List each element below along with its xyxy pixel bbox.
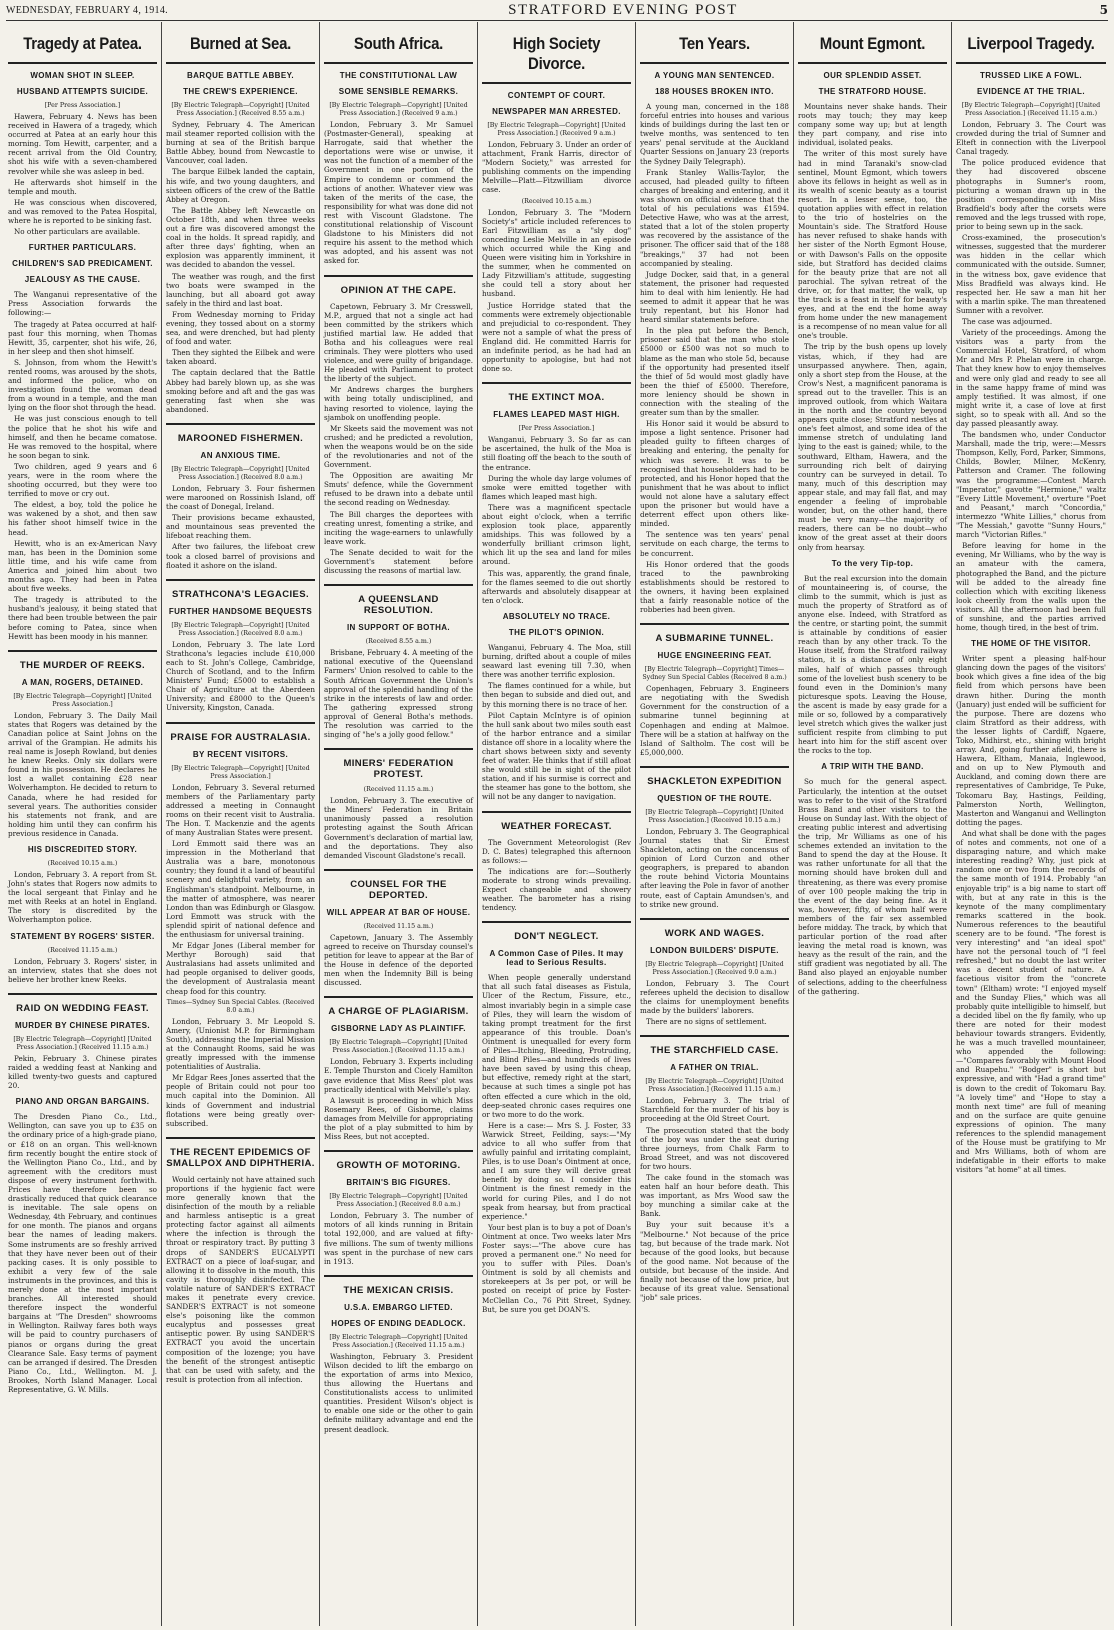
article-subheading: BARQUE BATTLE ABBEY.: [186, 71, 295, 80]
article-headline: A SUBMARINE TUNNEL.: [640, 623, 789, 644]
article-subheading: TRUSSED LIKE A FOWL.: [979, 71, 1083, 80]
article-paragraph: During the whole day large volumes of smoke were emitted together with flames which leaped mast high.: [482, 473, 631, 501]
heading-rule: [8, 62, 157, 64]
article-subheading: THE CREW'S EXPERIENCE.: [183, 87, 298, 96]
article-subheading: A TRIP WITH THE BAND.: [821, 762, 924, 772]
dateline-credit: [By Electric Telegraph—Copyright] Times—Sydney Sun Special Cables (Received 8 a.m.): [642, 666, 787, 682]
article-paragraph: London, February 3. The Daily Mail states that Rogers was detained by the Canadian police at Saint Johns on the arrival of the Grampian. He admits his real name is Joseph Rowland, but denies he knew Reeks. Only six dollars were found in his possession. He declares he lost a wallet containing £28 near Wolverhampton. He decided to return to Canada, where he had resided for several years. The authorities consider his statements not frank, and are holding him until they can confirm his previous residence in Canada.: [8, 710, 157, 838]
article-subheading: BRITAIN'S BIG FIGURES.: [346, 1178, 451, 1188]
article-paragraph: London, February 3. The executive of the Miners' Federation in Britain unanimously passed a resolution protesting against the South African Government's declaration of martial law, and the deportations. They also demanded Viscount Gladstone's recall.: [324, 796, 473, 860]
article-subheading: EVIDENCE AT THE TRIAL.: [977, 87, 1085, 96]
article-paragraph: London, February 3. The Geographical Journal states that Sir Ernest Shackleton, acting on the concensus of opinion of Lord Curzon and other geographers, is prepared to abandon the route behind Victoria Mountains after leaving the Pole in favor of another route, east of Captain Amundsen's, and to strike new ground.: [640, 826, 789, 909]
column-4: [478, 22, 636, 1626]
article-paragraph: Would certainly not have attained such proportions if the hygienic fact were more generally known that the disinfection of the mouth by a reliable and harmless antiseptic is a great protecting factor against all ailments where the infection is through the throat or respiratory tract. By putting 3 drops of SANDER'S EUCALYPTI EXTRACT on a piece of loaf-sugar, and allowing it to dissolve in the mouth, this cavity is thoroughly disinfected. The volatile nature of SANDER'S EXTRACT makes it penetrate every crevice. SANDER'S EXTRACT is not someone else's poisoning like the common eucalyptus and possesses great antiseptic power. By using SANDER'S EXTRACT you avoid the uncertain composition of the lozenge; you have the benefit of the strongest antiseptic that can be used with safety, and the result is protection from all infection.: [166, 1174, 315, 1384]
article-paragraph: A young man, concerned in the 188 forceful entries into houses and various kinds of buildings during the last ten or twelve months, was sentenced to ten years' penal servitude at the Auckland Quarter Sessions on January 23 (reports the Sydney Daily Telegraph).: [640, 102, 789, 166]
column-heading: Burned at Sea.: [189, 34, 292, 53]
article-headline: COUNSEL FOR THE DEPORTED.: [324, 869, 473, 901]
article-subheading: 188 HOUSES BROKEN INTO.: [655, 87, 774, 96]
article-subheading: A FATHER ON TRIAL.: [670, 1063, 759, 1073]
article-subheading: FLAMES LEAPED MAST HIGH.: [493, 410, 620, 420]
article-paragraph: London, February 3. The Court referees upheld the decision to disallow the claims for unemployment benefits made by the builders' laborers.: [640, 978, 789, 1016]
article-paragraph: The tragedy at Patea occurred at half-past four this morning, when Thomas Hewitt, 35, carpenter, shot his wife, 26, in her sleep and then shot himself.: [8, 319, 157, 356]
article-paragraph: There are no signs of settlement.: [646, 1017, 767, 1027]
article-paragraph: So much for the general aspect. Particularly, the intention at the outset was to refer to the visit of the Stratford Brass Band and other visitors to the House on Sunday last. With the object of creating public interest and advertising the trip, Mr Williams as one of his schemes extended an invitation to the Band to spend the day at the House. It was rather unfortunate for all that the morning should have broken dull and threatening, as there was every promise of over 100 people making the trip in the event of the day being fine. As it was, however, fifty, of whom half were members of the fair sex assembled before midday. The track, by which that particular portion of the road after leaving the metal road is known, was heavy as the result of the rain, and the stiff gradient was negotiated by all. The Band also played an enjoyable number of selections, adding to the cheerfulness of the gathering.: [798, 777, 947, 996]
article-subheading: A YOUNG MAN SENTENCED.: [654, 71, 775, 80]
dateline-credit: [By Electric Telegraph—Copyright] [United Press Association.] (Received 8.0 a.m.): [171, 621, 310, 637]
heading-rule: [166, 62, 315, 64]
column-articles: [324, 71, 473, 1434]
article-paragraph: The Dresden Piano Co., Ltd., Wellington, can save you up to £35 on the ordinary price of a high-grade piano, or £18 on an organ. This well-known firm recently bought the entire stock of the Wellington Piano Co., Ltd., and by agreement with the creditors must dispose of every instrument forthwith. Prices have therefore been so drastically reduced that quick clearance is inevitable. The sale opens on Wednesday, 4th February, and continues for one month. The pianos and organs bear the names of leading makers. Some instruments are so freshly arrived that they have never been out of their packing cases. It is only possible to exhibit a very few of the sale instruments in the provinces, and this is merely done at the most important branches. All interested should therefore inspect the wonderful bargains at "The Dresden" showrooms in Wellington. Railway fares both ways will be paid to country purchasers of pianos or organs during the great Clearance Sale. Easy terms of payment can be arranged if desired. The Dresden Piano Co., Ltd., Wellington. M. J. Brookes, North Island Manager. Local Representative, G. W. Mills.: [8, 1112, 157, 1395]
article-paragraph: The Battle Abbey left Newcastle on October 18th, and when three weeks out a fire was discovered amongst the coal in the holds. It spread rapidly, and after three days' fighting, when an explosion was apparently imminent, it was decided to abandon the vessel.: [166, 205, 315, 270]
column-5: [636, 22, 794, 1626]
article-paragraph: The writer of this most surely have had in mind Taranaki's snow-clad sentinel, Mount Egmont, which towers above its fellows in height as well as in its wealth of scenic beauty as a tourist resort. In a lesser sense, too, the quotation applies with effect in relation to the trio of hostelries on the Mountain's side. The Stratford House has never refused to shake hands with her sister of the North Egmont House, or with Dawson's Falls on the opposite side, but Stratford has decided claims for the beauty prize that are not all parochial. The sylvan retreat of the drive, or, for that matter, the walk, up the track is a feast in itself for beauty's eyes, and at the end the home away from home under the new management is a recompense of no mean value for all one's trouble.: [798, 149, 947, 341]
dateline-credit: [By Electric Telegraph—Copyright] [United Press Association.] (Received 8.0 a.m.): [171, 465, 310, 481]
article-paragraph: London, February 3. Four fishermen were marooned on Rossinish Island, off the coast of Donegal, Ireland.: [166, 483, 315, 512]
article-subheading: FURTHER HANDSOME BEQUESTS: [168, 606, 313, 616]
article-headline: A QUEENSLAND RESOLUTION.: [324, 584, 473, 616]
column-heading: Tragedy at Patea.: [23, 34, 142, 53]
article-paragraph: Capetown, January 3. The Assembly agreed to receive on Thursday counsel's petition for leave to appear at the Bar of the House in defence of the deported men when the Indemnity Bill is being discussed.: [324, 932, 473, 988]
article-paragraph: His Honor said it would be absurd to impose a light sentence. Prisoner had pleaded guilty to fifteen charges of breaking and entering, the penalty for which was severe. It was to be recognised that householders had to be protected, and his Honor hoped that the punishment that he was about to inflict would not alone have a salutary effect upon the prisoner but would have a deterrent effect upon others like-minded.: [640, 419, 789, 529]
article-paragraph: The flames continued for a while, but then began to subside and died out, and by this morning there is no trace of her.: [482, 681, 631, 709]
article-paragraph: The indications are for:—Southerly moderate to strong winds prevailing. Expect changeable and showery weather. The barometer has a rising tendency.: [482, 866, 631, 913]
article-paragraph: Writer spent a pleasing half-hour glancing down the pages of the visitors' book which gives a fine idea of the big field from which persons have been drawn hither. During the month (January) just ended will be sufficient for the purpose. There are dozens who claim Stratford as their address, with the lesser lights of Cardiff, Ngaere, Toko, Midhirst, etc., shining with bright array. And, going further afield, there is Hawera, Eltham, Manaia, Inglewood, and on up to New Plymouth and Auckland, and coming down there are representatives of Cambridge, Te Puke, Tokomaru Bay, Hastings, Feilding, Palmerston North, Wellington, Masterton and Wanganui and Wellington dotting the pages.: [956, 654, 1106, 827]
article-subheading: CONTEMPT OF COURT.: [507, 91, 606, 100]
article-paragraph: Brisbane, February 4. A meeting of the national executive of the Queensland Farmers' Union resolved to cable to the South African Government the Union's approval of the splendid handling of the strike in the interests of law and order. The gathering expressed strong approval of General Botha's methods. The resolution was carried to the singing of "he's a jolly good fellow.": [324, 648, 473, 740]
article-subheading: HUGE ENGINEERING FEAT.: [657, 651, 772, 661]
article-paragraph: Sydney, February 4. The American mail steamer reported collision with the burning at sea of the British barque Battle Abbey, bound from Newcastle to Vancouver, coal laden.: [166, 120, 315, 166]
article-paragraph: Variety of the proceedings. Among the visitors was a party from the Commercial Hotel, Stratford, of whom Mr and Mrs P. Phelan were in charge. That they knew how to enjoy themselves and were only glad and ready to see all in the same happy frame of mind was amply testified. It was almost, if one might write it, a case of love at first sight, so to speak with all. And so the day passed pleasantly away.: [956, 328, 1106, 428]
article-subheading: HUSBAND ATTEMPTS SUICIDE.: [16, 87, 149, 96]
article-paragraph: Capetown, February 3. Mr Cresswell, M.P., argued that not a single act had been committed by the strikers which justified martial law. He added that Botha and his colleagues were real criminals. They were plotters who used violence, and were guilty of brigandage. He pleaded with Parliament to protect the liberty of the subject.: [324, 301, 473, 384]
dateline-credit: [Per Press Association.]: [44, 102, 121, 109]
article-subheading: THE HOME OF THE VISITOR.: [971, 639, 1091, 649]
column-heading: South Africa.: [353, 34, 444, 53]
article-paragraph: No other particulars are available.: [14, 227, 141, 237]
dateline-credit: [By Electric Telegraph—Copyright] [United Press Association.] (Received 11.15 a.m.): [329, 1333, 468, 1349]
heading-rule: [640, 62, 789, 64]
article-subheading: QUESTION OF THE ROUTE.: [657, 793, 772, 803]
dateline-credit: (Received 11.15 a.m.): [47, 946, 118, 954]
column-articles: [640, 71, 789, 1302]
heading-rule: [482, 82, 631, 84]
masthead-date: WEDNESDAY, FEBRUARY 4, 1914.: [6, 4, 168, 16]
dateline-credit: [By Electric Telegraph—Copyright] [United Press Association.] (Received 11.15 a.m.): [645, 1078, 784, 1094]
article-subheading: IN SUPPORT OF BOTHA.: [346, 623, 451, 633]
article-headline: RAID ON WEDDING FEAST.: [8, 993, 157, 1014]
article-paragraph: The sentence was ten years' penal servitude on each charge, the terms to be concurrent.: [640, 530, 789, 558]
dateline-credit: [By Electric Telegraph—Copyright] [United Press Association.] (Received 11.15 a.m.): [961, 102, 1101, 117]
article-paragraph: He was conscious when discovered, and was removed to the Patea Hospital, where he is reported to be sinking fast.: [8, 197, 157, 226]
article-paragraph: Cross-examined, the prosecution's witnesses, suggested that the murderer was hidden in the cellar which communicated with the outside. Sumner, in the witness box, gave evidence that Miss Bradfield was always kind. He respected her. He saw a man hit her with a marlin spike. The man threatened Sumner with a revolver.: [956, 233, 1106, 315]
article-subheading: NEWSPAPER MAN ARRESTED.: [492, 107, 621, 116]
article-paragraph: Mr Edgar Jones (Liberal member for Merthyr Borough) said that Australasians had assets unlimited and had people organised to deliver goods, the development of Australasia meant cheap food for this country.: [166, 941, 315, 996]
article-headline: THE MEXICAN CRISIS.: [324, 1275, 473, 1296]
article-subheading: AN ANXIOUS TIME.: [200, 450, 281, 460]
article-paragraph: Before leaving for home in the evening, Mr Williams, who by the way is an amateur with the camera, photographed the Band, and the picture will be added to the already fine collection which with exciting likeness look cheerily from the walls upon the visitors. All the afternoon had been full of sunshine, and the parties arrived home, though tired, in the best of trim.: [956, 541, 1106, 633]
article-paragraph: Mr Andrews charges the burghers with being totally undisciplined, and having resorted to violence, laying the sjambok on unoffending people.: [324, 385, 473, 422]
article-subheading: THE STRATFORD HOUSE.: [818, 87, 927, 96]
article-subheading: THE PILOT'S OPINION.: [508, 627, 605, 637]
article-subheading: WILL APPEAR AT BAR OF HOUSE.: [326, 907, 471, 917]
dateline-credit: [By Electric Telegraph—Copyright] [United Press Association.] (Received 9.0 a.m.): [645, 960, 784, 976]
article-headline: MAROONED FISHERMEN.: [166, 423, 315, 444]
article-paragraph: Buy your suit because it's a "Melbourne." Not because of the price tag, but because of the trade mark. Not because of the good looks, but because of the good name. Not because of the outside, but because of the inside. And finally not because of the low price, but because of its great value. Sensational "job" sale prices.: [640, 1220, 789, 1303]
article-paragraph: The trip by the bush opens up lovely vistas, which, if they had are unsurpassed anywhere. Then, again, only a short step from the House, at the Crow's Nest, a magnificent panorama is spread out to the traveller. This is an improved outlook, from which Waitara in the north and the country beyond appears quite close; Stratford nestles at one's feet almost, and some idea of the immense stretch of undulating land lying to the east is gained; while, to the southward, Eltham, Hawera, and the surrounding rich belt of dairying country can be surveyed in detail. To many, much of this description may appear stale, and may fall flat, and may engender a feeling of improbable wonder, but, on the other hand, there must be very many—the majority of readers, there can be no doubt—who know of the great asset at their doors only from hearsay.: [798, 342, 947, 552]
article-subheading: HOPES OF ENDING DEADLOCK.: [331, 1318, 466, 1328]
heading-rule: [798, 62, 947, 64]
article-paragraph: Wanganui, February 4. The Moa, still burning, drifted about a couple of miles seaward last evening till 7.30, when there was another terrific explosion.: [482, 642, 631, 680]
article-paragraph: The police produced evidence that they had discovered obscene photographs in Sumner's room, picturing a woman drawn up in the position corresponding with Miss Bradfield's body after the corsets were removed and the legs trussed with rope, prior to being sewn up in the sack.: [956, 158, 1106, 232]
dateline-credit: [By Electric Telegraph—Copyright] [United Press Association.] (Received 8.55 a.m.): [171, 102, 310, 117]
article-paragraph: He was just conscious enough to tell the police that he shot his wife and himself, and then he became comatose. He was removed to the hospital, where he soon began to sink.: [8, 414, 157, 460]
column-articles: [798, 71, 947, 996]
article-paragraph: London, February 3. The trial of Starchfield for the murder of his boy is proceeding at the Old Street Court.: [640, 1096, 789, 1124]
article-headline: GROWTH OF MOTORING.: [324, 1150, 473, 1171]
article-paragraph: Judge Docker, said that, in a general statement, the prisoner had requested him to deal with him leniently. He had seemed to admit it appear that he was truly repentant, but his Honor had heard similar statements before.: [640, 269, 789, 325]
article-paragraph: Pekin, February 3. Chinese pirates raided a wedding feast at Nanking and killed twenty-two guests and captured 20.: [8, 1053, 157, 1091]
article-paragraph: Two children, aged 9 years and 6 years, were in the room where the shooting occurred, but they were too terrified to move or cry out.: [8, 461, 157, 499]
article-paragraph: The Bill charges the deportees with creating unrest, fomenting a strike, and inciting the wage-earners to unlawfully leave work.: [324, 509, 473, 546]
dateline-credit: (Received 8.55 a.m.): [365, 638, 432, 646]
column-1: [4, 22, 162, 1626]
article-subheading: U.S.A. EMBARGO LIFTED.: [344, 1302, 453, 1312]
article-subheading: GISBORNE LADY AS PLAINTIFF.: [331, 1024, 466, 1034]
column-articles: [8, 71, 157, 1394]
article-subheading: JEALOUSY AS THE CAUSE.: [24, 275, 141, 285]
dateline-credit: [By Electric Telegraph—Copyright] [United Press Association.]: [13, 692, 152, 708]
article-headline: WEATHER FORECAST.: [482, 811, 631, 832]
article-subheading: HIS DISCREDITED STORY.: [27, 845, 138, 854]
article-headline: THE STARCHFIELD CASE.: [640, 1035, 789, 1056]
article-headline: DON'T NEGLECT.: [482, 921, 631, 942]
article-headline: THE EXTINCT MOA.: [482, 382, 631, 403]
masthead-title: STRATFORD EVENING POST: [508, 1, 738, 18]
article-subheading: A MAN, ROGERS, DETAINED.: [21, 677, 144, 687]
article-headline: OPINION AT THE CAPE.: [324, 275, 473, 296]
column-2: [162, 22, 320, 1626]
article-headline: STRATHCONA'S LEGACIES.: [166, 579, 315, 600]
dateline-credit: [By Electric Telegraph—Copyright] [United Press Association.] (Received 11.15 a.m.): [329, 1039, 468, 1055]
article-paragraph: Lord Emmott said there was an impression in the Motherland that Australia was a bare, monotonous country; they found it a land of beautiful scenery and delightful variety, from an Englishman's standpoint. Melbourne, in the matter of atmosphere, was nearer London than was Edinburgh or Glasgow. Lord Emmott was struck with the splendid spirit of national defence and the enthusiasm for universal training.: [166, 839, 315, 939]
columns: [4, 22, 1110, 1626]
article-subheading: FURTHER PARTICULARS.: [28, 243, 137, 253]
article-paragraph: Mr Edgar Rees Jones asserted that the people of Britain could not pour too much capital into the Dominion. All kinds of Government and industrial flotations were being greatly over-subscribed.: [166, 1073, 315, 1128]
article-subheading: CHILDREN'S SAD PREDICAMENT.: [12, 259, 153, 269]
article-paragraph: The prosecution stated that the body of the boy was under the seat during three journeys, from Chalk Farm to Broad Street, and was not discovered for two hours.: [640, 1125, 789, 1171]
article-paragraph: This was, apparently, the grand finale, for the flames seemed to die out shortly afterwards and absolutely disappear at ten o'clock.: [482, 568, 631, 605]
column-heading: Ten Years.: [679, 34, 750, 53]
dateline-credit: [By Electric Telegraph—Copyright] [United Press Association.] (Received 10.15 a.m.): [645, 808, 784, 824]
article-paragraph: In the plea put before the Bench, prisoner said that the man who stole £5000 or £500 was not so much to blame as the man who stole 5d, because if the opportunity had presented itself the thief of 5d would most gladly have been the thief of £5000. Therefore, more leniency should be shown in connection with the stealing of the greater sum than by the smaller.: [640, 326, 789, 418]
column-articles: [166, 71, 315, 1384]
column-heading: High Society Divorce.: [512, 34, 601, 73]
article-paragraph: The Wanganui representative of the Press Association forwards the following:—: [8, 290, 157, 318]
article-paragraph: London, February 3. Rogers' sister, in an interview, states that she does not believe her brother knew Reeks.: [8, 956, 157, 984]
article-headline: MINERS' FEDERATION PROTEST.: [324, 748, 473, 780]
article-paragraph: London, February 3. Under an order of attachment, Frank Harris, director of "Modern Society," was arrested for publishing comments on the impending Melville—Platt—Fitzwilliam divorce case.: [482, 140, 631, 195]
dateline-credit: [By Electric Telegraph—Copyright] [United Press Association.] (Received 9 a.m.): [487, 122, 626, 137]
article-paragraph: A lawsuit is proceeding in which Miss Rosemary Rees, of Gisborne, claims damages from Melville for appropriating the plot of a play submitted to him by Miss Rees, but not accepted.: [324, 1095, 473, 1142]
article-headline: SHACKLETON EXPEDITION: [640, 766, 789, 787]
article-paragraph: London, February 3. Experts including E. Temple Thurston and Cicely Hamilton gave evidence that Miss Rees' plot was practically identical with Melville's play.: [324, 1057, 473, 1094]
article-paragraph: His Honor ordered that the goods traced to the pawnbroking establishments should be restored to the owners, it having been explained that a fairly reasonable notice of the robberies had been given.: [640, 559, 789, 615]
article-headline: A CHARGE OF PLAGIARISM.: [324, 996, 473, 1017]
article-paragraph: The captain declared that the Battle Abbey had barely blown up, as she was smoking before and aft and the gas was generating fast when she was abandoned.: [166, 368, 315, 414]
dateline-credit: [Per Press Association.]: [518, 425, 595, 433]
article-paragraph: The case was adjourned.: [962, 316, 1053, 326]
article-paragraph: Pilot Captain McIntyre is of opinion the hull sank about two miles south east of the harbor entrance and a similar distance off shore in a locality where the chart shows between sixty and seventy feet of water. He thinks that if still afloat she would still be in sight of the pilot station, and if his surmise is correct and the steamer has gone to the bottom, she will not be any danger to navigation.: [482, 710, 631, 802]
column-articles: [956, 71, 1106, 1175]
article-paragraph: London, February 3. A report from St. John's states that Rogers now admits to the local sergeant that Finlay and he met with Reeks at an hotel in England. The story is discredited by the Wolverhampton police.: [8, 870, 157, 925]
article-paragraph: There was a magnificent spectacle about eight o'clock, when a terrific explosion took place, apparently amidships. This was followed by a wonderfully brilliant crimson light, which lit up the sea and land for miles around.: [482, 502, 631, 567]
column-heading: Mount Egmont.: [819, 34, 926, 53]
article-subheading: LONDON BUILDERS' DISPUTE.: [650, 945, 779, 955]
article-paragraph: Hawera, February 4. News has been received in Hawera of a tragedy, which occurred at Patea at an early hour this morning. Tom Hewitt, carpenter, and a recent arrival from the Old Country, shot his wife with a seven-chambered revolver while she was asleep in bed.: [8, 112, 157, 176]
article-paragraph: The barque Eilbek landed the captain, his wife, and two young daughters, and sixteen officers of the crew of the Battle Abbey at Oregon.: [166, 167, 315, 204]
article-subheading: WOMAN SHOT IN SLEEP.: [30, 71, 135, 80]
article-paragraph: London, February 3. The number of motors of all kinds running in Britain total 192,000, and are valued at fifty-five millions. The sum of twenty millions was spent in the purchase of new cars in 1913.: [324, 1211, 473, 1266]
column-7: [952, 22, 1110, 1626]
article-paragraph: When people generally understand that all such fatal diseases as Fistula, Ulcer of the Rectum, Fissure, etc., almost invariably begin in a simple case of Piles, they will learn the wisdom of taking prompt treatment for the first appearance of this trouble. Doan's Ointment is unequalled for every form of Piles—Itching, Bleeding, Protruding, and Blind Piles—and hundreds of lives have been saved by using this cheap, but effective, remedy right at the start, because at such times a single pot has often effected a cure which in the old, deep-seated chronic cases requires one or two more to do the work.: [482, 973, 631, 1119]
article-paragraph: He afterwards shot himself in the temple and mouth.: [8, 177, 157, 196]
dateline-credit: [By Electric Telegraph—Copyright] [United Press Association.] (Received 11.15 a.m.): [13, 1035, 152, 1051]
article-subheading: A Common Case of Piles. It may lead to Serious Results.: [489, 949, 624, 968]
article-headline: WORK AND WAGES.: [640, 918, 789, 939]
article-subheading: STATEMENT BY ROGERS' SISTER.: [10, 931, 155, 941]
article-paragraph: Mountains never shake hands. Their roots may touch; they may keep company some way up; but at length they part company, and rise into individual, isolated peaks.: [798, 102, 947, 148]
article-paragraph: Frank Stanley Wallis-Taylor, the accused, had pleaded guilty to fifteen charges of breaking and entering, and it was shown on official evidence that the total of his peculations was £1594. Detective Hawe, who was at the arrest, stated that a lot of the stolen property was recovered by the assistance of the prisoner. The officer said that of the 188 "breakings," 37 had not been accompanied by stealing.: [640, 167, 789, 268]
article-paragraph: London, February 3. The late Lord Strathcona's legacies include £10,000 each to St. John's College, Cambridge, Church of Scotland, and to the Infirm Ministers' Fund; £5000 to establish a Chair of Agriculture at the Aberdeen University; and £8000 to the Queen's University, Kingston, Canada.: [166, 639, 315, 713]
article-paragraph: Mr Skeets said the movement was not crushed; and he predicted a revolution, when the weapons would be on the side of the revolutionaries and not of the Government.: [324, 423, 473, 470]
article-headline: THE RECENT EPIDEMICS OF SMALLPOX AND DIPHTHERIA.: [166, 1137, 315, 1169]
dateline-credit: (Received 10.15 a.m.): [47, 860, 118, 867]
article-paragraph: Hewitt, who is an ex-American Navy man, has been in the Dominion some little time, and his wife came from America and joined him about two months ago. They had been in Patea about five weeks.: [8, 538, 157, 594]
article-subheading: OUR SPLENDID ASSET.: [823, 71, 922, 80]
article-paragraph: London, February 3. The Court was crowded during the trial of Sumner and Elteft in connection with the Liverpool Canal tragedy.: [956, 120, 1106, 157]
article-paragraph: London, February 3. The "Modern Society's" article included references to Earl Fitzwilliam as a "sly dog" conceding Leslie Melville in an episode which occurred while the King and Queen were visiting him in Yorkshire in the summer, when he commented on Lady Fitzwilliam's attitude, suggesting she could tell a story about her husband.: [482, 207, 631, 299]
article-subheading: PIANO AND ORGAN BARGAINS.: [15, 1097, 150, 1107]
article-paragraph: London, February 3. Mr Leopold S. Amery, (Unionist M.P. for Birmingham South), addressing the Imperial Mission at the Connaught Rooms, said he was greatly impressed with the immense potentialities of Australia.: [166, 1016, 315, 1072]
article-subheading: ABSOLUTELY NO TRACE.: [502, 611, 611, 621]
article-paragraph: Then they sighted the Eilbek and were taken aboard.: [166, 348, 315, 367]
article-paragraph: Wanganui, February 3. So far as can be ascertained, the hulk of the Moa is still floating off the beach to the south of the entrance.: [482, 435, 631, 472]
article-paragraph: After two failures, the lifeboat crew took a closed barrel of provisions and floated it ashore on the island.: [166, 542, 315, 570]
article-paragraph: Here is a case:— Mrs S. J. Foster, 33 Warwick Street, Feilding, says:—"My advice to all who suffer from that awfully painful and irritating complaint, Piles, is to use Doan's Ointment at once, and I am sure they will derive great benefit by doing so. I consider this Ointment is the finest remedy in the world for curing Piles, and I do not speak from hearsay, but from practical experience.": [482, 1120, 631, 1221]
column-6: [794, 22, 952, 1626]
dateline-credit: Times—Sydney Sun Special Cables. (Received 8.0 a.m.): [166, 998, 315, 1014]
article-headline: PRAISE FOR AUSTRALASIA.: [166, 722, 315, 743]
article-paragraph: But the real excursion into the domain of mountaineering is, of course, the climb to the summit, which is just as much the property of Stratford as of anyone else. Indeed, with Stratford as the centre, or starting point, the summit is attainable by conditions of easier reach than by any other track. To the House itself, from the Stratford railway station, it is a distance of only eight miles, half of which passes through some of the loveliest bush scenery to be found even in the Dominion's many picturesque spots. Leaving the House, the ascent is made by easy grade for a mile or so, followed by a comparatively level stretch which gives the walker just sufficient respite from climbing to put heart into him for the stiff ascent over the rocks to the top.: [798, 573, 947, 756]
article-paragraph: Justice Horridge stated that the comments were extremely objectionable and prejudicial to co-respondent. They were not a sample of what the press of England did. He committed Harris for an indefinite period, as he had had an opportunity to apologise, but had not done so.: [482, 300, 631, 374]
article-subheading: BY RECENT VISITORS.: [192, 749, 289, 759]
column-articles: [482, 91, 631, 1314]
column-3: [320, 22, 478, 1626]
dateline-credit: (Received 11.15 a.m.): [363, 786, 434, 794]
dateline-credit: [By Electric Telegraph—Copyright] [United Press Association.] (Received 8.0 a.m.): [329, 1193, 468, 1209]
dateline-credit: (Received 10.15 a.m.): [521, 197, 592, 205]
dateline-credit: [By Electric Telegraph—Copyright] [United Press Association.] (Received 9 a.m.): [329, 102, 468, 117]
page-number: 5: [1099, 3, 1108, 17]
article-paragraph: S. Johnson, from whom the Hewitt's rented rooms, was aroused by the shots, and informed the police, who on investigation found the woman dead from a wound in a temple, and the man lying on the floor shot through the head.: [8, 357, 157, 413]
article-paragraph: Your best plan is to buy a pot of Doan's Ointment at once. Two weeks later Mrs Foster says:—"The above cure has proved a permanent one." No need for you to suffer with Piles. Doan's Ointment is sold by all chemists and storekeepers at 3s per pot, or will be posted on receipt of price by Foster-McClellan Co., 76 Pitt Street, Sydney. But, be sure you get DOAN'S.: [482, 1222, 631, 1314]
article-subheading: THE CONSTITUTIONAL LAW: [339, 71, 458, 80]
article-paragraph: The Government Meteorologist (Rev D. C. Bates) telegraphed this afternoon as follows:—: [482, 837, 631, 865]
article-paragraph: The tragedy is attributed to the husband's jealousy, it being stated that there had been trouble between the pair before coming to Patea, since when Hewitt has been moody in his manner.: [8, 595, 157, 641]
article-subheading: MURDER BY CHINESE PIRATES.: [14, 1020, 150, 1030]
article-headline: THE MURDER OF REEKS.: [8, 650, 157, 671]
article-paragraph: The Senate decided to wait for the Government's statement before discussing the reasons of martial law.: [324, 547, 473, 576]
dateline-credit: (Received 11.15 a.m.): [363, 922, 434, 930]
heading-rule: [324, 62, 473, 64]
masthead: [6, 0, 1108, 21]
heading-rule: [956, 62, 1106, 64]
article-paragraph: London, February 3. Mr Samuel (Postmaster-General), speaking at Harrogate, said that whether the deportations were wise or unwise, it was not the function of a member of the Government in one portion of the Empire to condemn or commend the actions of another. Whatever view was taken of the merits of the case, the responsibility for what was done did not rest with Viscount Gladstone. The constitutional relationship of Viscount Gladstone to his Ministers did not require his assent to the method which was adopted, and his assent was not asked for.: [324, 120, 473, 266]
article-paragraph: And what shall be done with the pages of notes and comments, not one of a disparaging nature, and which make interesting reading? Why, just pick at random one or two from the records of the same month of 1914. Probably "an enjoyable trip" is a big name to start off with, but at any rate in this is the keynote of the many complimentary remarks scattered in the book. Numerous references to the beautiful scenery are to be found. "The forest is very interesting" and "an ideal spot" have not the personal touch of "I feel refreshed," but no doubt the last writer was a decent student of nature. A facetious visitor from the "concrete town" (Eltham) wrote: "I enjoyed myself and the Sunday Flies," which was all probably quite intelligible to himself, but a decided libel on the fly family, who up there are noted for their modest behaviour towards strangers. Evidently, he was a much travelled mountaineer, who appended the following:—"Compares favorably with Mount Hood and Ruapehu." "Bodger" is short but expressive, and with "Had a grand time" is down to the credit of Tokomaru Bay. "A lovely time" and "Hope to stay a month next time" are full of meaning and on the surface are quite genuine expressions of opinion. The many references to the splendid management of the House must be gratifying to Mr and Mrs Williams, both of whom are indefatigable in their efforts to make visitors "at home" at all times.: [956, 828, 1106, 1175]
column-heading: Liverpool Tragedy.: [967, 34, 1095, 53]
dateline-credit: [By Electric Telegraph—Copyright] [United Press Association.]: [171, 764, 310, 780]
article-paragraph: The cake found in the stomach was eaten half an hour before death. This was important, as Mrs Wood saw the boy munching a similar cake at the Bank.: [640, 1172, 789, 1219]
article-paragraph: Washington, February 3. President Wilson decided to lift the embargo on the exportation of arms into Mexico, thus allowing the Huertans and Constitutionalists access to unlimited quantities. President Wilson's object is to enable one side or the other to gain definite military advantage and end the present deadlock.: [324, 1351, 473, 1434]
article-paragraph: From Wednesday morning to Friday evening, they tossed about on a stormy sea, and were drenched, but had plenty of food and water.: [166, 309, 315, 347]
article-paragraph: The Opposition are awaiting Mr Smuts' defence, while the Government refused to be drawn into a debate until the second reading on Wednesday.: [324, 471, 473, 508]
article-subheading: SOME SENSIBLE REMARKS.: [338, 87, 459, 96]
article-paragraph: Copenhagen, February 3. Engineers are negotiating with the Swedish Government for the construction of a submarine tunnel beginning at Copenhagen and ending at Malmoe. There will be a station at halfway on the Island of Saltholm. The cost will be £5,000,000.: [640, 684, 789, 757]
article-paragraph: The weather was rough, and the first two boats were swamped in the launching, but all aboard got away safely in the third and last boat.: [166, 271, 315, 308]
article-paragraph: London, February 3. Several returned members of the Parliamentary party addressed a meeting in Connaught rooms on their recent visit to Australia. The Hon. T. Mackenzie and the agents of many Australian States were present.: [166, 782, 315, 837]
article-subheading: To the very Tip-top.: [831, 558, 914, 568]
article-paragraph: Their provisions became exhausted, and mountainous seas prevented the lifeboat reaching them.: [166, 513, 315, 541]
article-paragraph: The eldest, a boy, told the police he was wakened by a shot, and then saw his father shoot himself twice in the head.: [8, 500, 157, 537]
article-paragraph: The bandsmen who, under Conductor Marshall, made the trip, were:—Messrs Thompson, Kelly, Ford, Parker, Simmons, Childs, Bowler, Milner, McKenry, Patterson and Cramer. The following was the programme:—Contest March "Imperator," gavotte "Hermione," waltz "Every Little Movement," overture "Poet and Peasant," march "Concordia," intermezzo "White Lillies," chorus from "The Messiah," gavotte "Sunny Hours," march "Victorian Rifles.": [956, 430, 1106, 540]
